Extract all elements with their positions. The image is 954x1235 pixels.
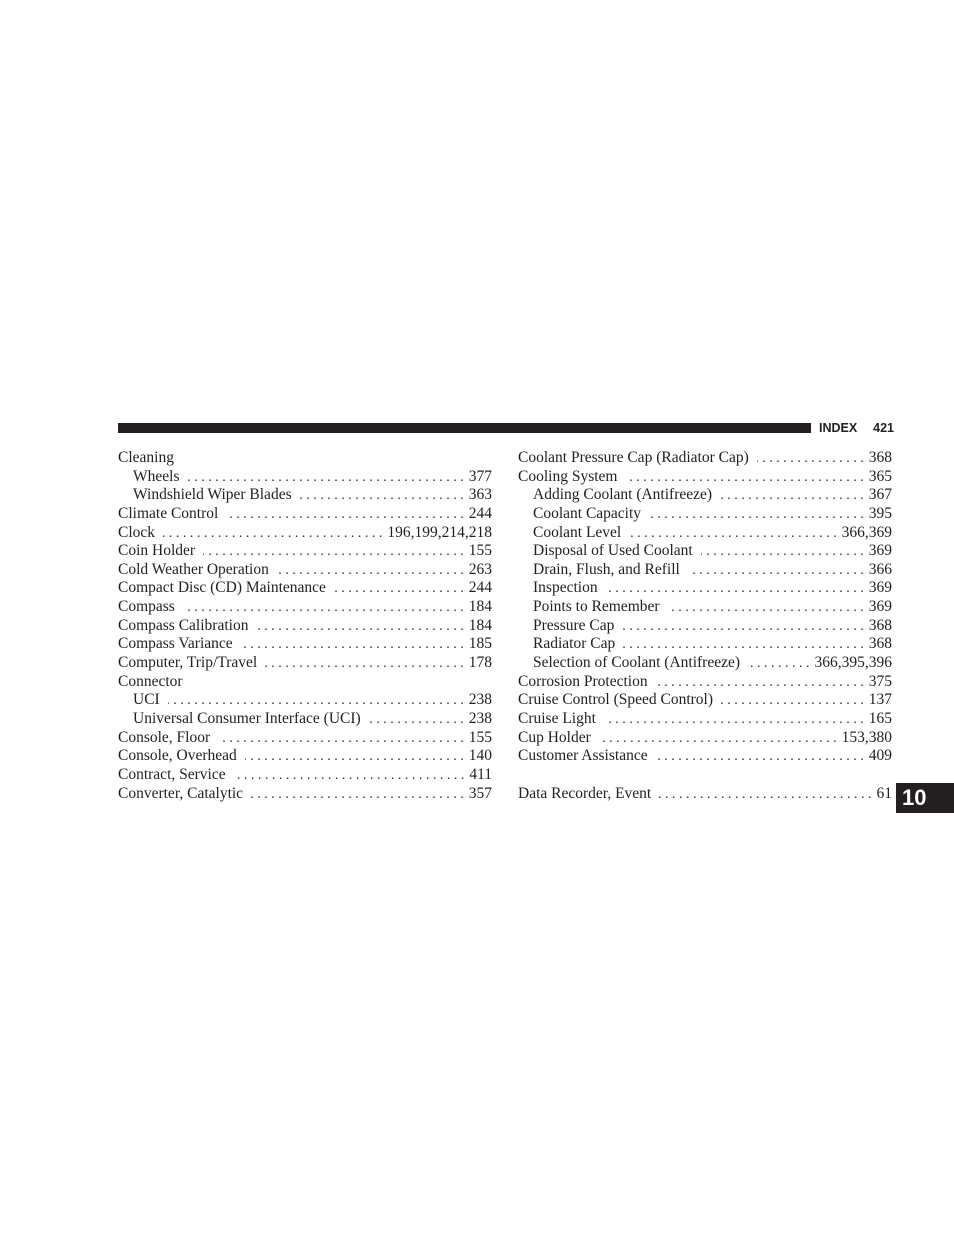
- dot-leader: [625, 469, 863, 488]
- dot-leader: [599, 730, 837, 749]
- index-term: Wheels: [133, 467, 180, 485]
- index-term: Cruise Control (Speed Control): [518, 691, 714, 709]
- dot-leader: [245, 748, 464, 767]
- index-term: Drain, Flush, and Refill: [533, 560, 680, 578]
- index-page-ref: 366: [868, 560, 892, 578]
- dot-leader: [256, 618, 463, 637]
- dot-leader: [656, 748, 864, 767]
- dot-leader: [604, 711, 864, 730]
- index-subentry: [518, 486, 892, 505]
- index-entry: [118, 449, 492, 468]
- index-page-ref: 363: [468, 486, 492, 504]
- dot-leader: [623, 636, 864, 655]
- index-subentry: [518, 579, 892, 598]
- index-page-ref: 369: [868, 542, 892, 560]
- index-term: Inspection: [533, 579, 598, 597]
- index-term: Connector: [118, 672, 183, 690]
- index-page-ref: 238: [468, 709, 492, 727]
- index-term: Clock: [118, 523, 156, 541]
- dot-leader: [757, 450, 864, 469]
- index-subentry: [118, 486, 492, 505]
- index-term: Points to Remember: [533, 598, 660, 616]
- dot-leader: [720, 487, 864, 506]
- index-subentry: [518, 524, 892, 543]
- index-term: Contract, Service: [118, 765, 226, 783]
- index-term: Cup Holder: [518, 728, 591, 746]
- dot-leader: [622, 618, 863, 637]
- index-term: Console, Floor: [118, 728, 211, 746]
- index-entry: [518, 710, 892, 729]
- index-page-ref: 368: [868, 635, 892, 653]
- index-term: Computer, Trip/Travel: [118, 654, 258, 672]
- index-entry: [118, 785, 492, 804]
- index-entry: [518, 747, 892, 766]
- index-subentry: [118, 691, 492, 710]
- index-term: Cold Weather Operation: [118, 560, 269, 578]
- dot-leader: [701, 543, 864, 562]
- index-term: Cruise Light: [518, 709, 596, 727]
- index-page-ref: 366,369: [841, 523, 892, 541]
- index-subentry: [518, 542, 892, 561]
- index-entry: [118, 579, 492, 598]
- index-term: Corrosion Protection: [518, 672, 648, 690]
- index-term: Compass Calibration: [118, 616, 249, 634]
- index-entry: [118, 505, 492, 524]
- index-subentry: [118, 468, 492, 487]
- dot-leader: [183, 599, 464, 618]
- index-entry: [118, 635, 492, 654]
- chapter-tab: 10: [896, 783, 954, 813]
- dot-leader: [659, 786, 871, 805]
- index-term: Radiator Cap: [533, 635, 616, 653]
- index-page-ref: 369: [868, 598, 892, 616]
- index-entry: [118, 766, 492, 785]
- index-page-ref: 185: [468, 635, 492, 653]
- index-page-ref: 61: [876, 784, 892, 802]
- index-entry: [118, 729, 492, 748]
- dot-leader: [668, 599, 864, 618]
- index-subentry: [518, 654, 892, 673]
- index-term: Adding Coolant (Antifreeze): [533, 486, 713, 504]
- dot-leader: [649, 506, 864, 525]
- index-term: UCI: [133, 691, 160, 709]
- index-entry: [118, 561, 492, 580]
- dot-leader: [241, 636, 464, 655]
- index-term: Compact Disc (CD) Maintenance: [118, 579, 326, 597]
- index-column-left: [118, 449, 492, 803]
- index-term: Data Recorder, Event: [518, 784, 652, 802]
- index-entry: [518, 691, 892, 710]
- index-term: Disposal of Used Coolant: [533, 542, 693, 560]
- dot-leader: [300, 487, 464, 506]
- index-page-ref: 368: [868, 449, 892, 466]
- section-title: INDEX: [819, 421, 858, 435]
- index-subentry: [118, 710, 492, 729]
- index-entry: [118, 673, 492, 692]
- index-term: Coin Holder: [118, 542, 196, 560]
- running-header: [819, 420, 894, 436]
- index-column-right: [518, 449, 892, 803]
- index-page-ref: 178: [468, 654, 492, 672]
- index-page-ref: 184: [468, 616, 492, 634]
- dot-leader: [721, 692, 864, 711]
- index-page-ref: 137: [868, 691, 892, 709]
- index-entry: [118, 654, 492, 673]
- index-term: Universal Consumer Interface (UCI): [133, 709, 361, 727]
- index-entry: [118, 542, 492, 561]
- index-page-ref: 165: [868, 709, 892, 727]
- index-entry: [518, 468, 892, 487]
- index-term: Compass: [118, 598, 175, 616]
- index-page-ref: 244: [468, 579, 492, 597]
- index-page-ref: 411: [469, 765, 492, 783]
- index-subentry: [518, 635, 892, 654]
- index-page-ref: 184: [468, 598, 492, 616]
- index-entry: [518, 673, 892, 692]
- dot-leader: [688, 562, 864, 581]
- index-entry: [518, 729, 892, 748]
- dot-leader: [369, 711, 464, 730]
- index-page-ref: 244: [468, 504, 492, 522]
- index-page-ref: 377: [468, 467, 492, 485]
- dot-leader: [163, 525, 382, 544]
- index-entry: [118, 524, 492, 543]
- index-page-ref: 155: [468, 542, 492, 560]
- index-page-ref: 375: [868, 672, 892, 690]
- dot-leader: [187, 469, 463, 488]
- index-page-ref: 263: [468, 560, 492, 578]
- index-page-ref: 153,380: [841, 728, 892, 746]
- index-entry: [518, 785, 892, 804]
- index-subentry: [518, 505, 892, 524]
- index-page-ref: 140: [468, 747, 492, 765]
- dot-leader: [226, 506, 463, 525]
- dot-leader: [265, 655, 464, 674]
- index-term: Coolant Capacity: [533, 504, 642, 522]
- index-page-ref: 366,395,396: [814, 654, 892, 672]
- index-term: Console, Overhead: [118, 747, 237, 765]
- index-term: Climate Control: [118, 504, 219, 522]
- index-term: Coolant Level: [533, 523, 622, 541]
- index-subentry: [518, 561, 892, 580]
- index-entry: [118, 598, 492, 617]
- dot-leader: [218, 730, 464, 749]
- index-term: Cleaning: [118, 449, 174, 466]
- index-page-ref: 357: [468, 784, 492, 802]
- dot-leader: [606, 580, 864, 599]
- dot-leader: [277, 562, 464, 581]
- index-subentry: [518, 598, 892, 617]
- index-entry: [118, 617, 492, 636]
- dot-leader: [203, 543, 464, 562]
- index-page-ref: 365: [868, 467, 892, 485]
- index-term: Compass Variance: [118, 635, 233, 653]
- dot-leader: [748, 655, 809, 674]
- index-term: Windshield Wiper Blades: [133, 486, 292, 504]
- header-rule: [118, 423, 811, 433]
- index-page-ref: 238: [468, 691, 492, 709]
- index-subentry: [518, 617, 892, 636]
- index-page-ref: 395: [868, 504, 892, 522]
- index-term: Coolant Pressure Cap (Radiator Cap): [518, 449, 749, 466]
- index-entry: [518, 449, 892, 468]
- dot-leader: [334, 580, 464, 599]
- index-page-ref: 155: [468, 728, 492, 746]
- index-page-ref: 369: [868, 579, 892, 597]
- dot-leader: [656, 674, 864, 693]
- dot-leader: [629, 525, 836, 544]
- page-number: 421: [873, 421, 894, 435]
- dot-leader: [234, 767, 465, 786]
- dot-leader: [168, 692, 464, 711]
- dot-leader: [251, 786, 464, 805]
- index-page-ref: 368: [868, 616, 892, 634]
- index-term: Customer Assistance: [518, 747, 648, 765]
- index-page-ref: 367: [868, 486, 892, 504]
- index-term: Converter, Catalytic: [118, 784, 244, 802]
- index-term: Cooling System: [518, 467, 618, 485]
- index-page-ref: 196,199,214,218: [387, 523, 492, 541]
- index-term: Selection of Coolant (Antifreeze): [533, 654, 741, 672]
- index-entry: [118, 747, 492, 766]
- index-term: Pressure Cap: [533, 616, 615, 634]
- index-page-ref: 409: [868, 747, 892, 765]
